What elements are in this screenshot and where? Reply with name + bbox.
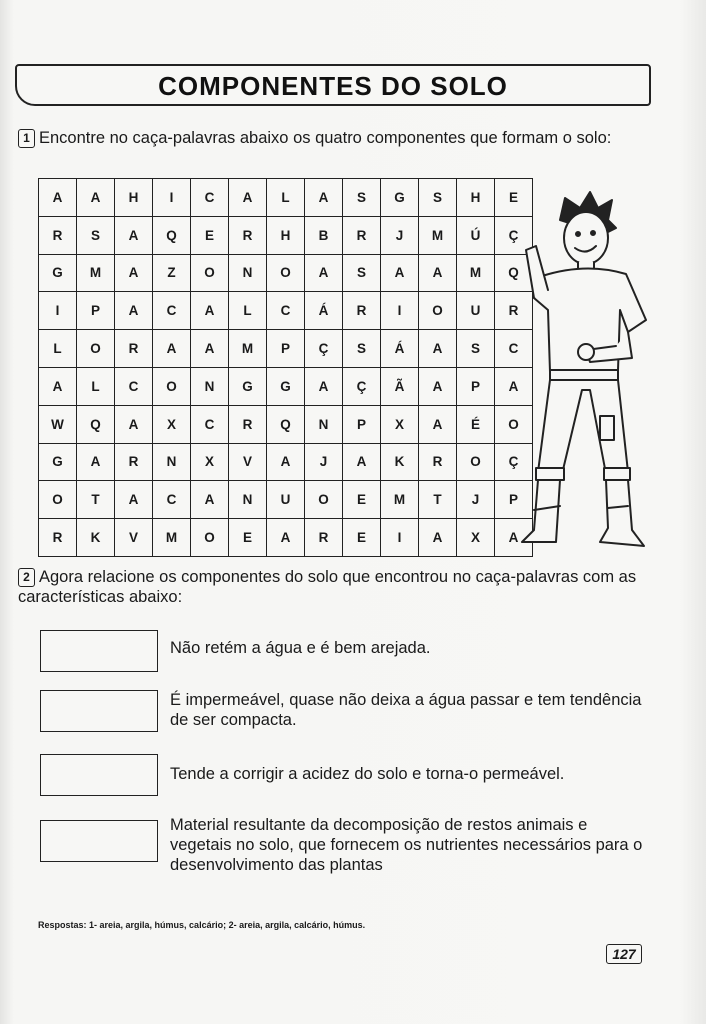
grid-cell[interactable]: S xyxy=(77,217,115,255)
grid-cell[interactable]: Ç xyxy=(343,368,381,406)
grid-cell[interactable]: H xyxy=(457,179,495,217)
grid-cell[interactable]: A xyxy=(115,255,153,293)
grid-cell[interactable]: P xyxy=(343,406,381,444)
grid-cell[interactable]: P xyxy=(267,330,305,368)
characteristic-2: É impermeável, quase não deixa a água passar e tem tendência de ser compacta. xyxy=(170,691,642,729)
grid-cell[interactable]: W xyxy=(39,406,77,444)
grid-cell[interactable]: H xyxy=(115,179,153,217)
grid-cell[interactable]: V xyxy=(115,519,153,557)
grid-cell[interactable]: Z xyxy=(153,255,191,293)
grid-cell[interactable]: Ç xyxy=(495,444,533,482)
grid-cell[interactable]: X xyxy=(153,406,191,444)
grid-cell[interactable]: O xyxy=(39,481,77,519)
grid-cell[interactable]: I xyxy=(153,179,191,217)
grid-cell[interactable]: Q xyxy=(495,255,533,293)
question-1 xyxy=(18,128,648,148)
grid-cell[interactable]: O xyxy=(77,330,115,368)
grid-cell[interactable]: A xyxy=(115,217,153,255)
grid-cell[interactable]: A xyxy=(39,368,77,406)
grid-cell[interactable]: A xyxy=(419,368,457,406)
grid-cell[interactable]: A xyxy=(115,406,153,444)
grid-cell[interactable]: Q xyxy=(77,406,115,444)
grid-cell[interactable]: Q xyxy=(153,217,191,255)
grid-cell[interactable]: S xyxy=(343,255,381,293)
grid-cell[interactable]: A xyxy=(343,444,381,482)
grid-cell[interactable]: Ç xyxy=(495,217,533,255)
grid-cell[interactable]: E xyxy=(343,481,381,519)
grid-cell[interactable]: R xyxy=(229,406,267,444)
grid-cell[interactable]: A xyxy=(267,444,305,482)
grid-cell[interactable]: V xyxy=(229,444,267,482)
grid-cell[interactable]: T xyxy=(77,481,115,519)
grid-cell[interactable]: X xyxy=(457,519,495,557)
grid-cell[interactable]: O xyxy=(191,255,229,293)
grid-cell[interactable]: N xyxy=(153,444,191,482)
grid-cell[interactable]: S xyxy=(419,179,457,217)
grid-cell[interactable]: Á xyxy=(305,292,343,330)
word-search-grid xyxy=(38,178,533,557)
grid-cell[interactable]: L xyxy=(77,368,115,406)
grid-cell[interactable]: J xyxy=(381,217,419,255)
page-title: COMPONENTES DO SOLO xyxy=(158,71,508,101)
answer-box-1[interactable] xyxy=(40,630,158,672)
answer-box-3[interactable] xyxy=(40,754,158,796)
grid-cell[interactable]: A xyxy=(305,368,343,406)
grid-cell[interactable]: E xyxy=(495,179,533,217)
grid-cell[interactable]: S xyxy=(457,330,495,368)
grid-cell[interactable]: L xyxy=(267,179,305,217)
grid-cell[interactable]: O xyxy=(495,406,533,444)
grid-cell[interactable]: A xyxy=(419,406,457,444)
grid-cell[interactable]: R xyxy=(115,444,153,482)
grid-cell[interactable]: A xyxy=(191,330,229,368)
grid-cell[interactable]: I xyxy=(381,292,419,330)
grid-cell[interactable]: R xyxy=(39,519,77,557)
grid-cell[interactable]: N xyxy=(229,255,267,293)
grid-cell[interactable]: A xyxy=(305,179,343,217)
grid-cell[interactable]: C xyxy=(115,368,153,406)
grid-cell[interactable]: M xyxy=(419,217,457,255)
question-2-text: Agora relacione os componentes do solo que encontrou no caça-palavras com as características abaixo: xyxy=(18,568,637,607)
grid-cell[interactable]: A xyxy=(115,292,153,330)
grid-cell[interactable]: R xyxy=(115,330,153,368)
grid-cell[interactable]: K xyxy=(77,519,115,557)
grid-cell[interactable]: P xyxy=(495,481,533,519)
grid-cell[interactable]: L xyxy=(39,330,77,368)
grid-cell[interactable]: A xyxy=(305,255,343,293)
grid-cell[interactable]: T xyxy=(419,481,457,519)
grid-cell[interactable]: G xyxy=(229,368,267,406)
page-number: 127 xyxy=(606,944,642,964)
grid-cell[interactable]: Ú xyxy=(457,217,495,255)
title-banner xyxy=(15,64,651,106)
grid-cell[interactable]: J xyxy=(457,481,495,519)
question-2 xyxy=(18,567,638,607)
grid-cell[interactable]: E xyxy=(229,519,267,557)
answer-box-4[interactable] xyxy=(40,820,158,862)
grid-cell[interactable]: Á xyxy=(381,330,419,368)
boy-illustration xyxy=(520,190,650,555)
question-2-number: 2 xyxy=(18,568,35,587)
grid-cell[interactable]: R xyxy=(39,217,77,255)
grid-cell[interactable]: M xyxy=(153,519,191,557)
grid-cell[interactable]: G xyxy=(39,444,77,482)
grid-cell[interactable]: Q xyxy=(267,406,305,444)
grid-cell[interactable]: N xyxy=(191,368,229,406)
characteristic-1: Não retém a água e é bem arejada. xyxy=(170,639,431,657)
grid-cell[interactable]: P xyxy=(457,368,495,406)
grid-cell[interactable]: A xyxy=(77,179,115,217)
grid-cell[interactable]: R xyxy=(343,292,381,330)
grid-cell[interactable]: C xyxy=(267,292,305,330)
grid-cell[interactable]: B xyxy=(305,217,343,255)
grid-cell[interactable]: Ã xyxy=(381,368,419,406)
grid-cell[interactable]: N xyxy=(229,481,267,519)
grid-cell[interactable]: Ç xyxy=(305,330,343,368)
grid-cell[interactable]: R xyxy=(419,444,457,482)
grid-cell[interactable]: A xyxy=(153,330,191,368)
grid-cell[interactable]: A xyxy=(419,255,457,293)
grid-cell[interactable]: A xyxy=(381,255,419,293)
grid-cell[interactable]: O xyxy=(419,292,457,330)
grid-cell[interactable]: R xyxy=(229,217,267,255)
characteristic-4: Material resultante da decomposição de restos animais e vegetais no solo, que fornecem os nutrientes necessários para o desenvolvimento das plantas xyxy=(170,816,643,874)
grid-cell[interactable]: X xyxy=(191,444,229,482)
grid-cell[interactable]: I xyxy=(381,519,419,557)
grid-cell[interactable]: I xyxy=(39,292,77,330)
grid-cell[interactable]: U xyxy=(267,481,305,519)
grid-cell[interactable]: X xyxy=(381,406,419,444)
grid-cell[interactable]: M xyxy=(77,255,115,293)
grid-cell[interactable]: A xyxy=(419,330,457,368)
grid-cell[interactable]: C xyxy=(191,406,229,444)
grid-cell[interactable]: A xyxy=(229,179,267,217)
grid-cell[interactable]: R xyxy=(495,292,533,330)
grid-cell[interactable]: H xyxy=(267,217,305,255)
grid-cell[interactable]: O xyxy=(305,481,343,519)
grid-cell[interactable]: O xyxy=(267,255,305,293)
characteristic-3: Tende a corrigir a acidez do solo e torna-o permeável. xyxy=(170,765,565,783)
grid-cell[interactable]: C xyxy=(153,481,191,519)
grid-cell[interactable]: G xyxy=(267,368,305,406)
grid-cell[interactable]: S xyxy=(343,179,381,217)
grid-cell[interactable]: M xyxy=(229,330,267,368)
grid-cell[interactable]: A xyxy=(191,292,229,330)
question-1-number: 1 xyxy=(18,129,35,148)
grid-cell[interactable]: R xyxy=(343,217,381,255)
grid-cell[interactable]: E xyxy=(191,217,229,255)
grid-cell[interactable]: C xyxy=(153,292,191,330)
grid-cell[interactable]: K xyxy=(381,444,419,482)
grid-cell[interactable]: A xyxy=(267,519,305,557)
grid-cell[interactable]: A xyxy=(77,444,115,482)
grid-cell[interactable]: A xyxy=(419,519,457,557)
grid-cell[interactable]: C xyxy=(191,179,229,217)
grid-cell[interactable]: C xyxy=(495,330,533,368)
answer-box-2[interactable] xyxy=(40,690,158,732)
grid-cell[interactable]: S xyxy=(343,330,381,368)
grid-cell[interactable]: M xyxy=(457,255,495,293)
grid-cell[interactable]: É xyxy=(457,406,495,444)
grid-cell[interactable]: O xyxy=(153,368,191,406)
grid-cell[interactable]: G xyxy=(381,179,419,217)
answers-note: Respostas: 1- areia, argila, húmus, calcário; 2- areia, argila, calcário, húmus. xyxy=(38,920,366,930)
grid-cell[interactable]: M xyxy=(381,481,419,519)
grid-cell[interactable]: E xyxy=(343,519,381,557)
grid-cell[interactable]: U xyxy=(457,292,495,330)
grid-cell[interactable]: A xyxy=(191,481,229,519)
grid-cell[interactable]: A xyxy=(39,179,77,217)
grid-cell[interactable]: A xyxy=(495,519,533,557)
question-1-text: Encontre no caça-palavras abaixo os quatro componentes que formam o solo: xyxy=(39,129,612,147)
grid-cell[interactable]: N xyxy=(305,406,343,444)
grid-cell[interactable]: A xyxy=(115,481,153,519)
grid-cell[interactable]: G xyxy=(39,255,77,293)
grid-cell[interactable]: J xyxy=(305,444,343,482)
grid-cell[interactable]: P xyxy=(77,292,115,330)
grid-cell[interactable]: R xyxy=(305,519,343,557)
grid-cell[interactable]: O xyxy=(457,444,495,482)
grid-cell[interactable]: L xyxy=(229,292,267,330)
grid-cell[interactable]: A xyxy=(495,368,533,406)
grid-cell[interactable]: O xyxy=(191,519,229,557)
